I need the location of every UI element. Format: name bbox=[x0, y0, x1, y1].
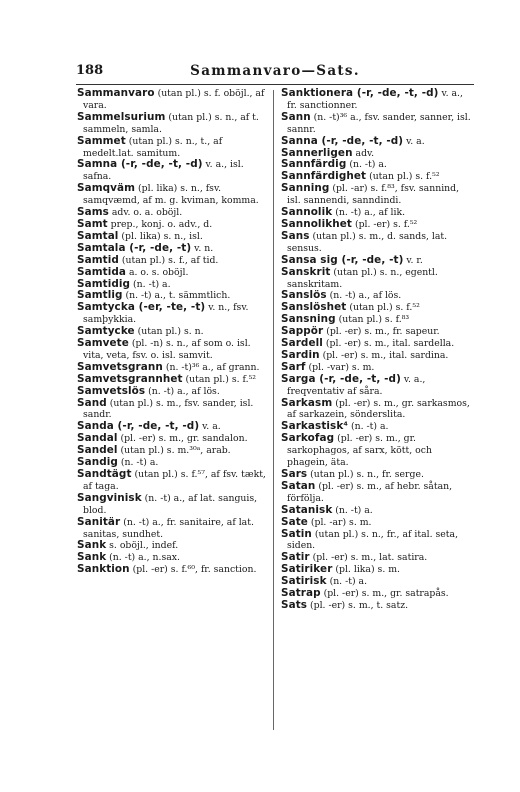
entry-headword: Sand bbox=[77, 396, 107, 409]
entry-headword: Sank bbox=[77, 551, 107, 564]
dictionary-entry bbox=[77, 539, 271, 552]
entry-definition: (pl. -er) s. m., ital. sardella. bbox=[322, 338, 455, 350]
page-header bbox=[76, 63, 474, 79]
entry-headword: Sandal bbox=[77, 432, 118, 445]
entry-definition: (n. -t) a., t. sämmtlich. bbox=[122, 290, 231, 302]
entry-definition: (n. -t) a. bbox=[117, 457, 159, 469]
dictionary-entry bbox=[77, 158, 271, 183]
entry-definition: (utan pl.) s. f.⁸³ bbox=[335, 314, 410, 326]
entry-definition: s. oböjl., indef. bbox=[106, 540, 179, 552]
entry-definition: (pl. -ar) s. m. bbox=[307, 516, 372, 528]
dictionary-entry bbox=[281, 265, 475, 291]
entry-definition: (pl. -n) s. n., af som o. isl. vita, veta, fsv. o. isl. samvit. bbox=[83, 338, 251, 361]
entry-headword: Sardell bbox=[281, 337, 323, 350]
entry-definition: v. n. bbox=[191, 242, 214, 254]
entry-headword: Sarga (-r, -de, -t, -d) bbox=[281, 372, 401, 385]
entry-headword: Samtid bbox=[77, 253, 119, 266]
entry-definition: (utan pl.) s. f.⁵² bbox=[182, 373, 257, 385]
dictionary-entry bbox=[281, 587, 475, 600]
entry-headword: Sanslös bbox=[281, 289, 327, 302]
entry-definition: (utan pl.) s. n., t., af medelt.lat. samitum. bbox=[83, 135, 223, 159]
dictionary-entry bbox=[281, 182, 475, 207]
dictionary-entry bbox=[77, 563, 271, 576]
left-column bbox=[77, 88, 271, 576]
entry-headword: Sars bbox=[281, 468, 308, 480]
entry-definition: (pl. -er) s. m., t. satz. bbox=[307, 599, 409, 611]
entry-headword: Sandtägt bbox=[77, 468, 132, 480]
dictionary-entry bbox=[77, 384, 271, 398]
dictionary-entry bbox=[77, 491, 271, 517]
entry-headword: Samvetsgrannhet bbox=[77, 372, 183, 385]
entry-headword: Sanning bbox=[281, 182, 330, 195]
dictionary-entry bbox=[77, 337, 271, 362]
entry-headword: Sammanvaro bbox=[77, 87, 155, 99]
dictionary-entry bbox=[77, 134, 271, 160]
entry-definition: (utan pl.) s. n. bbox=[134, 326, 204, 338]
entry-headword: Samna (-r, -de, -t, -d) bbox=[77, 158, 203, 171]
dictionary-entry bbox=[77, 396, 271, 422]
dictionary-entry bbox=[77, 206, 271, 219]
entry-headword: Sandig bbox=[77, 456, 118, 469]
entry-definition: prep., konj. o. adv., d. bbox=[107, 218, 213, 230]
right-column bbox=[281, 88, 475, 612]
entry-definition: (n. -t) a. bbox=[130, 278, 171, 290]
entry-definition: (n. -t) a., af lik. bbox=[332, 207, 406, 219]
entry-definition: (pl. -er) s. m., ital. sardina. bbox=[319, 349, 449, 361]
entry-headword: Sannfärdig bbox=[281, 158, 347, 171]
entry-definition: (utan pl.) s. f., af tid. bbox=[118, 254, 219, 266]
dictionary-entry bbox=[281, 217, 475, 231]
entry-headword: Satir bbox=[281, 551, 310, 564]
entry-headword: Satan bbox=[281, 479, 316, 492]
entry-headword: Samtycka (-er, -te, -t) bbox=[77, 301, 206, 314]
page-number: 188 bbox=[76, 63, 104, 78]
entry-definition: v. r. bbox=[403, 254, 423, 266]
entry-headword: Satirisk bbox=[281, 575, 327, 588]
dictionary-entry bbox=[77, 87, 271, 112]
entry-definition: (n. -t)³⁶ a., fsv. sander, sanner, isl. sannr. bbox=[287, 111, 471, 135]
entry-definition: (n. -t) a. bbox=[348, 421, 389, 433]
entry-headword: Sansa sig (-r, -de, -t) bbox=[281, 253, 404, 266]
entry-definition: (utan pl.) s. m., fsv. sander, isl. sandr. bbox=[83, 397, 254, 421]
entry-headword: Sanslöshet bbox=[281, 301, 347, 314]
dictionary-entry bbox=[77, 110, 271, 136]
entry-definition: (utan pl.) s. f.⁵² bbox=[346, 302, 420, 314]
entry-headword: Samvetsgrann bbox=[77, 360, 163, 373]
entry-headword: Sannfärdighet bbox=[281, 170, 367, 183]
entry-definition: (utan pl.) s. n., egentl. sanskritam. bbox=[287, 266, 438, 290]
dictionary-entry bbox=[281, 598, 475, 612]
header-rule bbox=[76, 84, 474, 85]
entry-headword: Sandel bbox=[77, 444, 118, 457]
entry-definition: v. a. bbox=[199, 421, 221, 433]
entry-headword: Sarkasm bbox=[281, 396, 333, 409]
entry-definition: (pl. -var) s. m. bbox=[305, 361, 375, 373]
dictionary-entry bbox=[281, 432, 475, 469]
entry-headword: Samtlig bbox=[77, 289, 123, 302]
entry-definition: (n. -t) a. bbox=[346, 159, 387, 171]
entry-headword: Sannolikhet bbox=[281, 217, 352, 230]
entry-headword: Sappör bbox=[281, 325, 324, 338]
dictionary-entry bbox=[281, 348, 475, 362]
dictionary-entry bbox=[281, 87, 475, 112]
entry-definition: adv. bbox=[352, 147, 375, 159]
entry-headword: Satanisk bbox=[281, 503, 333, 516]
entry-definition: (n. -t) a., af lat. sanguis, blod. bbox=[83, 492, 258, 516]
entry-definition: (pl. -er) s. m., gr. sandalon. bbox=[117, 433, 248, 445]
entry-headword: Sanna (-r, -de, -t, -d) bbox=[281, 134, 404, 147]
entry-definition: (utan pl.) s. m., d. sands, lat. sensus. bbox=[287, 230, 448, 254]
entry-definition: (utan pl.) s. m.³⁰ᵃ, arab. bbox=[117, 445, 231, 457]
entry-definition: (n. -t) a., af lös. bbox=[145, 385, 220, 397]
entry-headword: Samtal bbox=[77, 229, 119, 242]
entry-definition: (utan pl.) s. f.⁵² bbox=[366, 171, 440, 183]
entry-definition: (pl. -ar) s. f.⁸³, fsv. sannind, isl. sannendi, sanndindi. bbox=[287, 183, 460, 207]
running-title: Sammanvaro—Sats. bbox=[190, 63, 360, 79]
column-divider bbox=[273, 90, 274, 730]
entry-headword: Sarkastisk⁴ bbox=[281, 420, 349, 433]
entry-headword: Samtida bbox=[77, 265, 127, 278]
entry-headword: Sats bbox=[281, 598, 308, 611]
entry-headword: Sans bbox=[281, 229, 310, 242]
entry-definition: v. n., fsv. samþykkia. bbox=[83, 302, 249, 326]
dictionary-entry bbox=[281, 110, 475, 136]
dictionary-entry bbox=[281, 396, 475, 422]
entry-definition: v. a., freqventativ af såra. bbox=[287, 373, 426, 397]
entry-definition: (utan pl.) s. f.⁵⁷, af fsv. tækt, af taga. bbox=[83, 469, 266, 492]
entry-definition: v. a., isl. safna. bbox=[83, 159, 244, 183]
entry-definition: (pl. -er) s. m., lat. satira. bbox=[309, 552, 428, 564]
entry-definition: (pl. -er) s. m., fr. sapeur. bbox=[323, 326, 440, 338]
entry-headword: Sansning bbox=[281, 313, 336, 326]
entry-definition: (pl. -er) s. m., gr. satrapås. bbox=[320, 588, 449, 600]
entry-headword: Sarkofag bbox=[281, 432, 335, 445]
entry-headword: Sanda (-r, -de, -t, -d) bbox=[77, 420, 200, 433]
dictionary-entry bbox=[281, 229, 475, 255]
dictionary-entry bbox=[77, 182, 271, 207]
entry-definition: (n. -t) a. bbox=[332, 504, 373, 516]
entry-definition: (pl. -er) s. f.⁶⁰, fr. sanction. bbox=[129, 564, 257, 576]
dictionary-entry bbox=[281, 479, 475, 505]
entry-headword: Sanitär bbox=[77, 515, 121, 528]
entry-definition: (n. -t) a. bbox=[326, 576, 368, 588]
entry-headword: Sank bbox=[77, 539, 107, 552]
entry-headword: Samtycke bbox=[77, 325, 135, 338]
entry-definition: (n. -t) a., af lös. bbox=[326, 290, 402, 302]
entry-definition: (pl. lika) s. n., fsv. samqvæmd, af m. g. kviman, komma. bbox=[83, 183, 259, 207]
dictionary-entry bbox=[281, 515, 475, 529]
entry-definition: (utan pl.) s. n., fr. serge. bbox=[307, 469, 424, 480]
entry-headword: Satrap bbox=[281, 587, 321, 600]
entry-definition: v. a. bbox=[403, 135, 425, 147]
entry-headword: Sangvinisk bbox=[77, 491, 142, 504]
entry-headword: Samtidig bbox=[77, 277, 131, 290]
entry-headword: Sanktionera (-r, -de, -t, -d) bbox=[281, 87, 439, 99]
entry-headword: Sann bbox=[281, 110, 311, 123]
entry-headword: Sardin bbox=[281, 348, 320, 361]
entry-definition: (pl. -er) s. m., gr. sarkasmos, af sarkazein, sönderslita. bbox=[287, 397, 470, 421]
entry-definition: (pl. -er) s. f.⁵² bbox=[351, 218, 418, 230]
entry-headword: Samqväm bbox=[77, 182, 136, 195]
entry-definition: (n. -t)³⁶ a., af grann. bbox=[162, 361, 260, 373]
entry-definition: (n. -t) a., n.sax. bbox=[106, 552, 181, 564]
entry-headword: Sanktion bbox=[77, 563, 130, 576]
entry-definition: (utan pl.) s. f. oböjl., af vara. bbox=[83, 88, 265, 111]
entry-headword: Samvete bbox=[77, 337, 129, 350]
entry-headword: Samt bbox=[77, 217, 108, 230]
entry-headword: Sammelsurium bbox=[77, 110, 166, 123]
dictionary-entry bbox=[77, 515, 271, 541]
dictionary-entry bbox=[281, 527, 475, 553]
entry-headword: Samtala (-r, -de, -t) bbox=[77, 241, 192, 254]
entry-definition: adv. o. a. oböjl. bbox=[108, 207, 183, 219]
entry-definition: v. a., fr. sanctionner. bbox=[287, 88, 463, 111]
dictionary-entry bbox=[77, 468, 271, 493]
dictionary-entry bbox=[281, 503, 475, 517]
entry-headword: Sannerligen bbox=[281, 146, 353, 159]
entry-definition: a. o. s. oböjl. bbox=[126, 266, 189, 278]
entry-headword: Samvetslös bbox=[77, 384, 146, 397]
dictionary-entry bbox=[77, 301, 271, 326]
entry-definition: (n. -t) a., fr. sanitaire, af lat. sanitas, sundhet. bbox=[83, 516, 254, 540]
entry-headword: Satiriker bbox=[281, 563, 333, 576]
dictionary-entry bbox=[281, 372, 475, 398]
entry-definition: (utan pl.) s. n., fr., af ital. seta, siden. bbox=[287, 528, 459, 552]
entry-headword: Sate bbox=[281, 515, 308, 528]
entry-definition: (pl. -er) s. m., gr. sarkophagos, af sarx, kött, och phagein, äta. bbox=[287, 433, 432, 469]
entry-headword: Sammet bbox=[77, 134, 126, 147]
entry-headword: Satin bbox=[281, 527, 312, 540]
entry-definition: (pl. lika) s. m. bbox=[332, 564, 400, 576]
entry-headword: Sanskrit bbox=[281, 265, 331, 278]
entry-definition: (utan pl.) s. n., af t. sammeln, samla. bbox=[83, 111, 259, 135]
entry-headword: Sarf bbox=[281, 360, 306, 373]
entry-definition: (pl. lika) s. n., isl. bbox=[118, 230, 203, 242]
entry-headword: Sams bbox=[77, 206, 109, 219]
entry-definition: (pl. -er) s. m., af hebr. såtan, förfölja. bbox=[287, 480, 453, 504]
entry-headword: Sannolik bbox=[281, 206, 333, 219]
